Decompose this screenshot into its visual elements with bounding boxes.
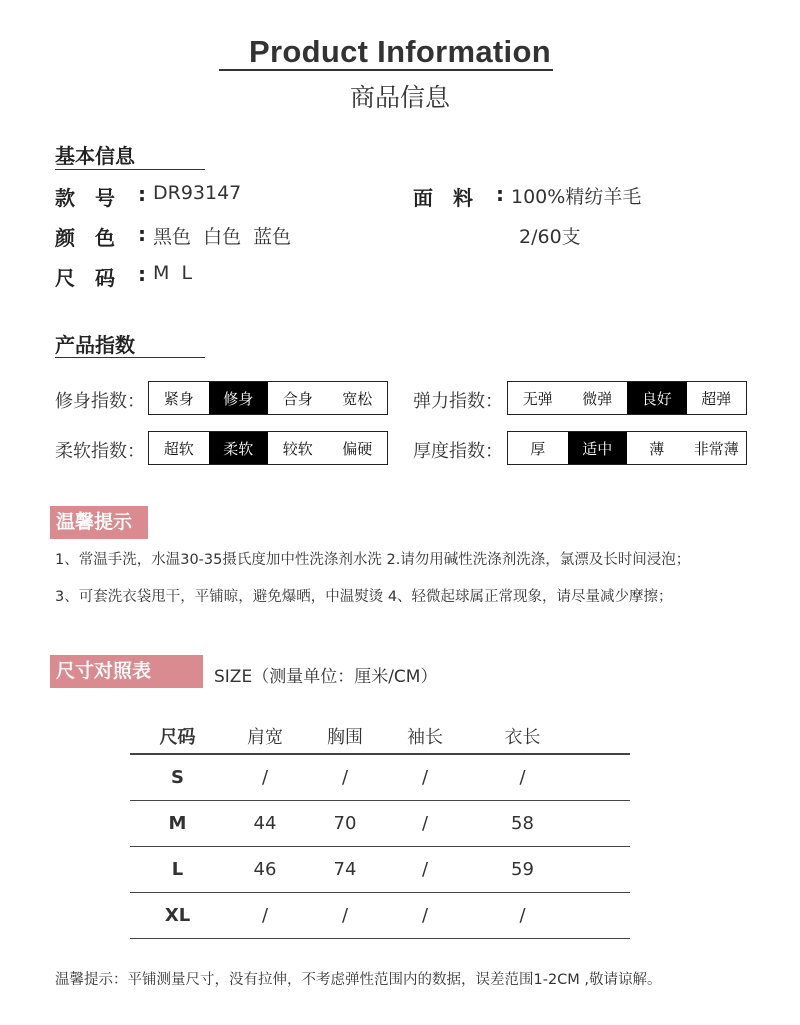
softness-option-option: 超软 <box>163 439 194 458</box>
sleeve-cell: / <box>421 813 429 834</box>
stretch-option-option: 无弹 <box>522 389 553 408</box>
shoulder-cell: 46 <box>253 859 277 880</box>
size-unit-note: SIZE（测量单位：厘米/CM） <box>214 667 438 687</box>
size-cell: L <box>171 859 184 880</box>
softness-option-selected: 柔软 <box>209 432 269 464</box>
size-table-header <box>130 718 630 755</box>
size-value: M L <box>153 262 193 284</box>
size-cell: S <box>171 767 184 788</box>
table-row <box>130 755 630 801</box>
sleeve-cell: / <box>421 767 429 788</box>
thickness-index-scale <box>507 431 747 465</box>
fabric-value-2: 2/60支 <box>519 226 581 248</box>
thickness-option-option: 薄 <box>649 439 665 458</box>
page-title: Product Information <box>249 34 551 69</box>
color-colon: : <box>138 222 146 246</box>
title-underline <box>219 69 553 71</box>
chest-cell: / <box>341 767 349 788</box>
thickness-option-selected: 适中 <box>568 432 628 464</box>
sleeve-cell: / <box>421 859 429 880</box>
size-cell: XL <box>164 905 191 926</box>
fit-option-option: 紧身 <box>163 389 194 408</box>
softness-index-label: 柔软指数： <box>55 441 145 462</box>
stretch-option-option: 微弹 <box>582 389 613 408</box>
color-value: 黑色 白色 蓝色 <box>153 226 292 248</box>
notice-line-1: 1、常温手洗，水温30-35摄氏度加中性洗涤剂水洗 2.请勿用碱性洗涤剂洗涤，氯漂及长时间浸泡； <box>55 552 691 568</box>
fit-option-option: 宽松 <box>342 389 373 408</box>
basic-info-heading: 基本信息 <box>55 144 135 168</box>
product-index-heading: 产品指数 <box>55 333 135 357</box>
header-cell: 胸围 <box>327 726 363 748</box>
page-subtitle: 商品信息 <box>349 83 450 112</box>
header-cell: 尺码 <box>159 726 196 748</box>
stretch-option-selected: 良好 <box>627 382 687 414</box>
size-chart-heading: 尺寸对照表 <box>50 655 203 688</box>
fit-index-label: 修身指数： <box>55 391 145 412</box>
length-cell: / <box>519 767 526 788</box>
stretch-index-scale <box>507 381 747 415</box>
table-row <box>130 893 630 939</box>
length-cell: / <box>519 905 526 926</box>
softness-index-scale <box>148 431 388 465</box>
style-no-value: DR93147 <box>153 182 242 204</box>
softness-option-option: 较软 <box>282 439 313 458</box>
shoulder-cell: 44 <box>253 813 277 834</box>
length-cell: 59 <box>511 859 534 880</box>
stretch-index-label: 弹力指数： <box>413 391 503 412</box>
fabric-label: 面 料 <box>413 186 473 210</box>
chest-cell: / <box>341 905 349 926</box>
thickness-option-option: 厚 <box>530 439 546 458</box>
product-index-underline <box>55 357 205 358</box>
size-table <box>130 718 630 939</box>
size-label: 尺 码 <box>55 266 115 290</box>
table-row <box>130 847 630 893</box>
header-cell: 袖长 <box>407 726 443 748</box>
shoulder-cell: / <box>261 905 269 926</box>
header-cell: 肩宽 <box>247 726 283 748</box>
fit-option-option: 合身 <box>282 389 313 408</box>
sleeve-cell: / <box>421 905 429 926</box>
thickness-option-option: 非常薄 <box>693 439 739 458</box>
shoulder-cell: / <box>261 767 269 788</box>
style-no-label: 款 号 <box>55 186 115 210</box>
fit-option-selected: 修身 <box>209 382 269 414</box>
softness-option-option: 偏硬 <box>342 439 373 458</box>
length-cell: 58 <box>511 813 534 834</box>
style-no-colon: : <box>138 182 146 206</box>
stretch-option-option: 超弹 <box>701 389 732 408</box>
chest-cell: 74 <box>333 859 357 880</box>
size-colon: : <box>138 262 146 286</box>
color-label: 颜 色 <box>55 226 115 250</box>
fabric-colon: : <box>496 182 504 206</box>
measurement-note: 温馨提示：平铺测量尺寸，没有拉伸，不考虑弹性范围内的数据，误差范围1-2CM ,敬请谅解。 <box>55 972 662 988</box>
header-cell: 衣长 <box>504 726 541 748</box>
table-row <box>130 801 630 847</box>
notice-heading: 温馨提示 <box>50 506 148 539</box>
notice-line-2: 3、可套洗衣袋甩干，平铺晾，避免爆晒，中温熨烫 4、轻微起球属正常现象，请尽量减少摩擦； <box>55 589 673 605</box>
thickness-index-label: 厚度指数： <box>413 441 503 462</box>
chest-cell: 70 <box>333 813 357 834</box>
size-cell: M <box>168 813 187 834</box>
fit-index-scale <box>148 381 388 415</box>
basic-info-underline <box>55 169 205 170</box>
fabric-value: 100%精纺羊毛 <box>511 186 642 208</box>
